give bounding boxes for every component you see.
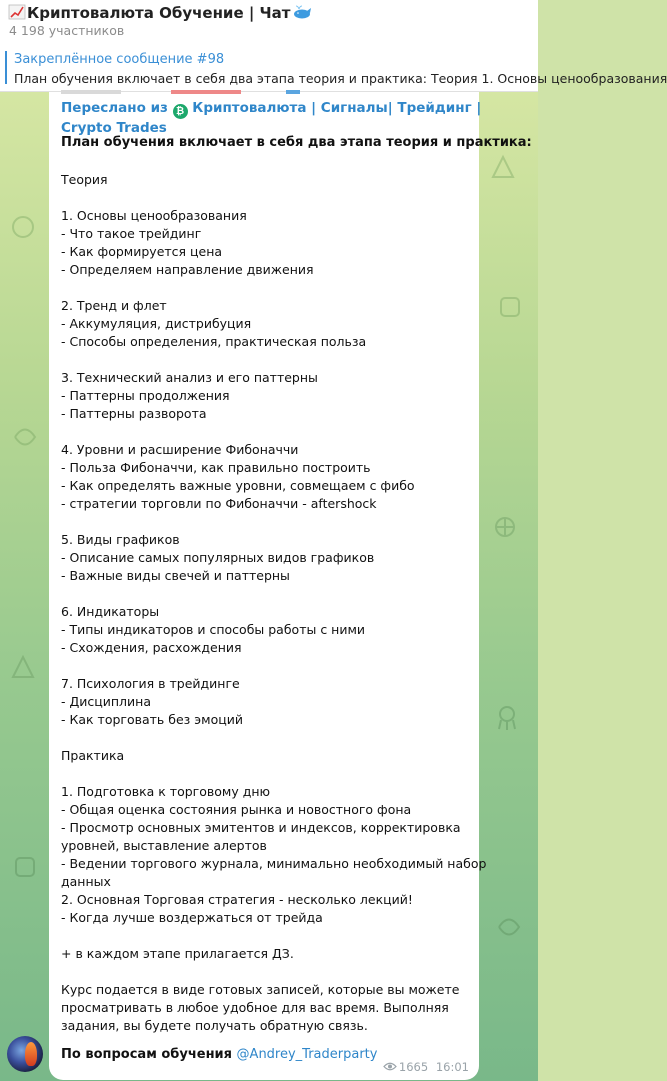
message-line	[61, 279, 471, 297]
message-body	[61, 171, 487, 1035]
message-line: - Определяем направление движения	[61, 262, 314, 277]
message-line: Теория	[61, 172, 108, 187]
bitcoin-icon: ₿	[173, 104, 188, 119]
message-line: + в каждом этапе прилагается ДЗ.	[61, 946, 294, 961]
message-line: - Описание самых популярных видов графиков	[61, 550, 375, 565]
message-line: 4. Уровни и расширение Фибоначчи	[61, 442, 299, 457]
doodle-icon	[10, 852, 40, 882]
message-line: - Паттерны продолжения	[61, 388, 230, 403]
message-line: - Как определять важные уровни, совмещаем с фибо	[61, 478, 415, 493]
message-line	[61, 765, 471, 783]
message-line: задания, вы будете получать обратную связь.	[61, 1018, 368, 1033]
clipped-previous-line	[61, 85, 311, 95]
message-line: - Дисциплина	[61, 694, 151, 709]
message-line	[61, 963, 471, 981]
message-meta	[383, 1060, 469, 1074]
message-line: 3. Технический анализ и его паттерны	[61, 370, 318, 385]
eye-icon	[383, 1062, 397, 1071]
doodle-icon	[492, 702, 522, 732]
message-line: - стратегии торговли по Фибоначчи - aftershock	[61, 496, 377, 511]
pinned-text: План обучения включает в себя два этапа теория и практика: Теория 1. Основы ценообразования	[14, 71, 667, 86]
message-line	[61, 423, 471, 441]
message-line	[61, 657, 471, 675]
message-line: Курс подается в виде готовых записей, которые вы можете	[61, 982, 460, 997]
message-line: 2. Тренд и флет	[61, 298, 167, 313]
footer-text: По вопросам обучения	[61, 1047, 233, 1062]
message-line	[61, 351, 471, 369]
message-line: - Как формируется цена	[61, 244, 223, 259]
message-line: 2. Основная Торговая стратегия - несколько лекций!	[61, 892, 413, 907]
forward-source-line1[interactable]: Криптовалюта | Сигналы| Трейдинг |	[192, 100, 482, 116]
doodle-icon	[488, 152, 518, 182]
chart-increasing-icon	[9, 5, 25, 19]
message-line: - Способы определения, практическая польза	[61, 334, 367, 349]
message-line: 1. Подготовка к торговому дню	[61, 784, 271, 799]
chat-title[interactable]	[9, 4, 312, 22]
message-line	[61, 729, 471, 747]
doodle-icon	[8, 652, 38, 682]
message-line: просматривать в любое удобное для вас время. Выполняя	[61, 1000, 449, 1015]
message-line: - Что такое трейдинг	[61, 226, 202, 241]
message-line: - Типы индикаторов и способы работы с ними	[61, 622, 366, 637]
message-line: - Ведении торгового журнала, минимально необходимый набор	[61, 856, 487, 871]
doodle-icon	[8, 212, 38, 242]
doodle-icon	[10, 422, 40, 452]
forward-source-line2[interactable]: Crypto Trades	[61, 120, 167, 136]
message-line: - Когда лучше воздержаться от трейда	[61, 910, 323, 925]
message-time: 16:01	[435, 1060, 469, 1074]
message-line: 5. Виды графиков	[61, 532, 180, 547]
mention-link[interactable]: @Andrey_Traderparty	[236, 1047, 378, 1062]
chat-header[interactable]	[0, 0, 538, 45]
message-line: Практика	[61, 748, 125, 763]
message-heading: План обучения включает в себя два этапа теория и практика:	[61, 135, 532, 150]
message-line: - Важные виды свечей и паттерны	[61, 568, 290, 583]
avatar[interactable]	[7, 1036, 43, 1072]
message-line	[61, 927, 471, 945]
message-line: 7. Психология в трейдинге	[61, 676, 240, 691]
doodle-icon	[490, 512, 520, 542]
message-line	[61, 585, 471, 603]
message-line: - Как торговать без эмоций	[61, 712, 243, 727]
message-line	[61, 189, 471, 207]
message-line: - Схождения, расхождения	[61, 640, 242, 655]
pinned-title: Закреплённое сообщение #98	[14, 52, 225, 67]
message-line: уровней, выставление алертов	[61, 838, 267, 853]
message-line: - Аккумуляция, дистрибуция	[61, 316, 252, 331]
member-count: 4 198 участников	[9, 23, 125, 38]
chat-title-text: Криптовалюта Обучение | Чат	[27, 4, 291, 22]
message-line: 1. Основы ценообразования	[61, 208, 247, 223]
message-line: - Просмотр основных эмитентов и индексов, корректировка	[61, 820, 461, 835]
avatar-flame	[25, 1042, 37, 1066]
message-footer	[61, 1047, 377, 1062]
view-count: 1665	[398, 1060, 429, 1074]
doodle-icon	[494, 912, 524, 942]
message-line	[61, 513, 471, 531]
message-line: данных	[61, 874, 111, 889]
whale-icon	[292, 5, 312, 19]
forwarded-prefix: Переслано из	[61, 100, 168, 116]
message-line: 6. Индикаторы	[61, 604, 160, 619]
message-bubble[interactable]	[49, 92, 532, 1080]
message-line: - Польза Фибоначчи, как правильно построить	[61, 460, 371, 475]
forwarded-from[interactable]	[61, 99, 482, 137]
message-line: - Паттерны разворота	[61, 406, 207, 421]
pinned-accent-bar	[5, 51, 7, 84]
doodle-icon	[495, 292, 525, 322]
message-line: - Общая оценка состояния рынка и новостного фона	[61, 802, 412, 817]
